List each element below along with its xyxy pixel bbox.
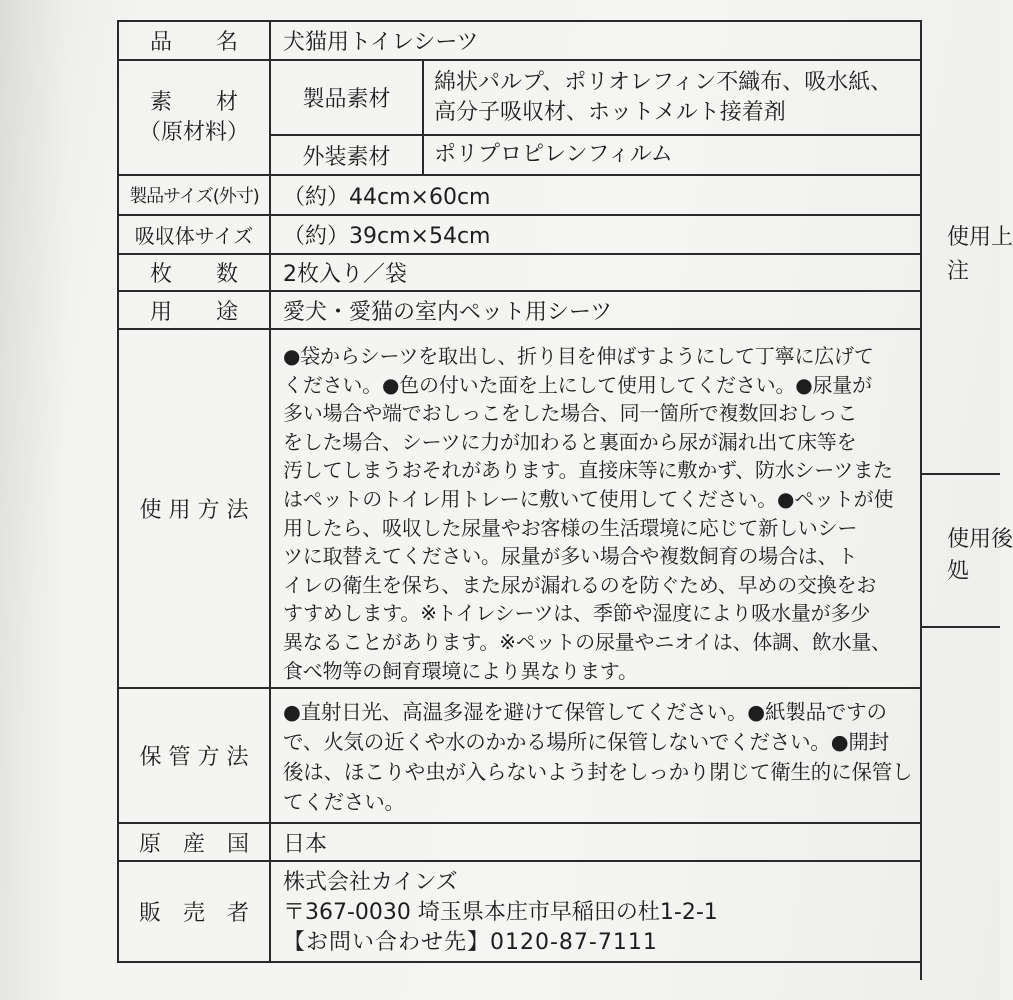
panel-heading-disposal: 使用後 — [947, 527, 1013, 552]
row-absorbent-size — [119, 216, 920, 255]
adjacent-panel — [920, 20, 1013, 980]
panel-divider — [922, 626, 1000, 628]
spec-table — [117, 20, 922, 963]
value-packaging-material: ポリプロピレンフィルム — [434, 142, 673, 167]
value-product-size: （約）44cm×60cm — [283, 184, 491, 210]
value-count: 2枚入り／袋 — [283, 262, 407, 287]
row-origin — [119, 824, 920, 862]
panel-divider — [922, 473, 1000, 475]
row-product-material — [271, 61, 920, 136]
label-purpose: 用 途 — [119, 292, 271, 328]
value-origin: 日本 — [283, 831, 328, 857]
value-usage: ●袋からシーツを取出し、折り目を伸ばすようにして丁寧に広げて ください。●色の付いた面を上にして使用してください。●尿量が 多い場合や端でおしっこをした場合、同一箇所で複数回おしっこ をした場合、シーツに力が加わると裏面から尿が漏れ出て床等を 汚してしまうおそれがあります。直接床等に敷かず、防水シーツまた はペットのトイレ用トレーに敷いて使用してください。●ペットが使 用したら、吸収した尿量やお客様の生活環境に応じて新しいシー ツに取替えてください。尿量が多い場合や複数飼育の場合は、ト イレの衛生を保ち、また尿が漏れるのを防ぐため、早めの交換をお すすめします。※トイレシーツは、季節や湿度により吸水量が多少 異なることがあります。※ペットの尿量やニオイは、体調、飲水量、 食べ物等の飼育環境により異なります。 — [283, 344, 894, 683]
value-product-name: 犬猫用トイレシーツ — [283, 30, 479, 55]
row-material — [119, 61, 920, 176]
row-purpose — [119, 292, 920, 330]
label-origin: 原 産 国 — [119, 824, 271, 860]
label-absorbent-size: 吸収体サイズ — [119, 216, 271, 253]
material-subtable — [271, 61, 920, 174]
label-seller: 販 売 者 — [119, 862, 271, 961]
panel-heading-caution: 使用上 — [947, 225, 1013, 250]
label-product-material: 製品素材 — [271, 61, 424, 134]
value-purpose: 愛犬・愛猫の室内ペット用シーツ — [283, 299, 613, 325]
label-product-name: 品 名 — [119, 22, 271, 59]
row-storage — [119, 689, 920, 824]
label-storage: 保 管 方 法 — [119, 689, 271, 822]
label-product-size: 製品サイズ(外寸) — [119, 176, 271, 214]
label-material: 素 材 （原材料） — [119, 61, 271, 174]
row-product-size — [119, 176, 920, 216]
label-packaging-material: 外装素材 — [271, 136, 424, 174]
paper-edge-shadow — [0, 0, 70, 1000]
panel-heading-caution-2: 注 — [947, 259, 970, 284]
value-seller: 株式会社カインズ 〒367-0030 埼玉県本庄市早稲田の杜1-2-1 【お問い合わせ先】0120-87-7111 — [283, 870, 718, 955]
value-absorbent-size: （約）39cm×54cm — [283, 224, 491, 249]
row-seller — [119, 862, 920, 961]
row-packaging-material — [271, 136, 920, 174]
row-usage — [119, 330, 920, 689]
row-product-name — [119, 22, 920, 61]
row-count — [119, 255, 920, 292]
label-usage: 使 用 方 法 — [119, 330, 271, 687]
value-product-material: 綿状パルプ、ポリオレフィン不織布、吸水紙、 高分子吸収材、ホットメルト接着剤 — [434, 70, 893, 125]
label-count: 枚 数 — [119, 255, 271, 290]
panel-heading-disposal-2: 処 — [947, 559, 970, 584]
value-storage: ●直射日光、高温多湿を避けて保管してください。●紙製品ですの で、火気の近くや水のかかる場所に保管しないでください。●開封 後は、ほこりや虫が入らないよう封をしっかり閉じて衛生的に保管し てください。 — [283, 700, 913, 814]
